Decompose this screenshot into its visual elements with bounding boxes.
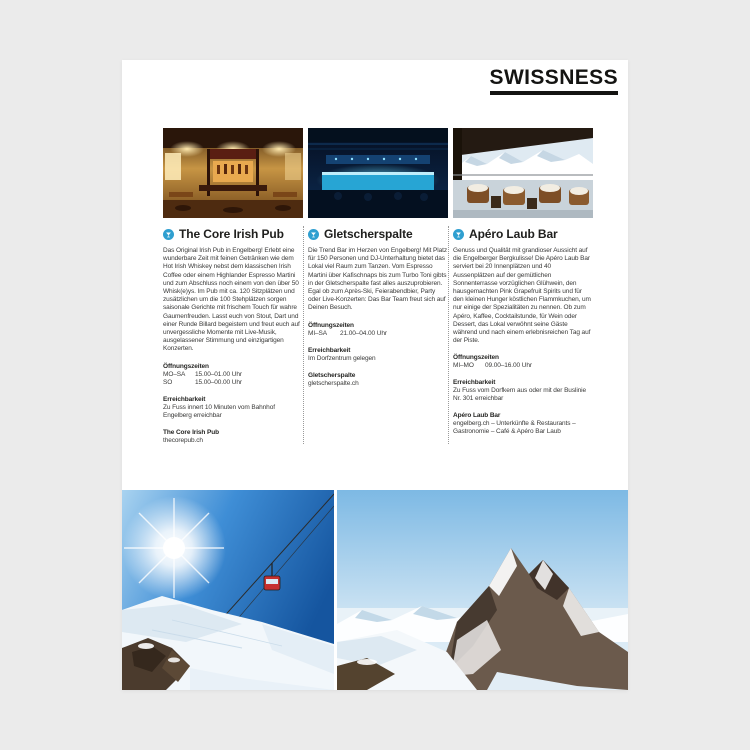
venue-columns (163, 128, 593, 445)
venue-title: Apéro Laub Bar (469, 227, 558, 241)
access-text: Im Dorfzentrum gelegen (308, 354, 376, 362)
access-label: Erreichbarkeit (308, 346, 351, 354)
venue-title-row (453, 227, 593, 241)
venue-column-apero-laub-bar (453, 128, 593, 445)
opening-hours-block (163, 363, 303, 387)
access-text: Zu Fuss vom Dorfkern aus oder mit der Buslinie Nr. 301 erreichbar (453, 387, 587, 403)
access-block (453, 379, 593, 403)
venue-marker-icon (163, 229, 174, 240)
mountain-ridge-photo (337, 490, 628, 690)
hours-days: MO–SA (163, 370, 186, 378)
contact-name: The Core Irish Pub (163, 428, 219, 436)
brochure-page (122, 60, 628, 690)
access-label: Erreichbarkeit (163, 395, 206, 403)
venue-title-row (163, 227, 303, 241)
hours-time: 15.00–01.00 Uhr (195, 370, 242, 378)
hours-days: MI–MO (453, 362, 474, 370)
hours-time: 09.00–16.00 Uhr (485, 362, 532, 370)
gletscherspalte-photo (308, 128, 448, 218)
venue-title: Gletscherspalte (324, 227, 413, 241)
opening-hours-block (453, 354, 593, 370)
venue-title: The Core Irish Pub (179, 227, 284, 241)
access-block (308, 347, 448, 363)
hours-time: 21.00–04.00 Uhr (340, 329, 387, 337)
hours-days: SO (163, 378, 173, 386)
hours-label: Öffnungszeiten (453, 354, 499, 362)
hours-days: MI–SA (308, 329, 328, 337)
contact-link: gletscherspalte.ch (308, 379, 359, 387)
opening-hours-block (308, 322, 448, 338)
apero-laub-bar-photo (453, 128, 593, 218)
footer-photos (122, 490, 628, 690)
venue-title-row (308, 227, 448, 241)
contact-link: thecorepub.ch (163, 436, 203, 444)
venue-description: Das Original Irish Pub in Engelberg! Erlebt eine wunderbare Zeit mit feinen Getränken wie dem Hot Irish Whiskey nebst dem klassischen Irish Coffee oder einem Highlander Espresso Martini und zum Abschluss noch einem von den über 50 Whisk(e)ys. Im Pub mit ca. 120 Sitzplätzen und zusätzlichen um die 100 Stehplätzen sorgen saisonale Gerichte mit frischem Touch für wahre Gaumenfreuden. Lasst euch von Stout, Dart und einer Runde Billard begeistern und freut euch auf unvergessliche Momente mit Live-Musik, ausgelassener Stimmung und einzigartigen Konzerten. (163, 247, 300, 353)
venue-column-irish-pub (163, 128, 303, 445)
venue-marker-icon (453, 229, 464, 240)
swissness-logo: SWISSNESS (490, 67, 618, 95)
contact-name: Gletscherspalte (308, 371, 356, 379)
contact-block (453, 412, 593, 436)
hours-row (163, 379, 303, 387)
contact-name: Apéro Laub Bar (453, 412, 501, 420)
contact-block (308, 372, 448, 388)
hours-label: Öffnungszeiten (163, 362, 209, 370)
column-divider (303, 226, 304, 444)
hours-row (308, 330, 448, 338)
hours-row (163, 371, 303, 379)
venue-description: Die Trend Bar im Herzen von Engelberg! Mit Platz für 150 Personen und DJ-Unterhaltung bietet das Lokal viel Raum zum Tanzen. Vom Espresso Martini über Kafischnaps bis zum Turbo Toni gibts in der Gletscherspalte fast alles auszuprobieren. Egal ob zum Après-Ski, Feierabendbier, Party oder Live-Konzerten: Das Bar Team freut sich auf Deinen Besuch. (308, 247, 447, 312)
hours-label: Öffnungszeiten (308, 321, 354, 329)
access-label: Erreichbarkeit (453, 379, 496, 387)
irish-pub-photo (163, 128, 303, 218)
contact-block (163, 429, 303, 445)
ski-slope-gondola-photo (122, 490, 334, 690)
hours-row (453, 362, 593, 370)
venue-column-gletscherspalte (308, 128, 448, 445)
venue-description: Genuss und Qualität mit grandioser Aussicht auf die Engelberger Bergkulisse! Die Apéro Laub Bar serviert bei 20 Innenplätzen und 40 Aussenplätzen auf der gemütlichen Sonnenterrasse vorzüglichen Glühwein, den hausgemachten Pink Grapefruit Spirits und für den kleinen Hunger köstlichen Flammkuchen, um nur einige der Spezialitäten zu nennen. Ob zum Apéro, Kaffee, Cocktailstunde, für Wein oder Dessert, das Lokal verwöhnt seine Gäste während und nach einem erlebnisreichen Tag auf der Piste. (453, 247, 591, 345)
hours-time: 15.00–00.00 Uhr (195, 378, 242, 386)
access-text: Zu Fuss innert 10 Minuten vom Bahnhof Engelberg erreichbar (163, 403, 275, 419)
venue-marker-icon (308, 229, 319, 240)
column-divider (448, 226, 449, 444)
contact-link: engelberg.ch – Unterkünfte & Restaurants – Gastronomie – Café & Apéro Bar Laub (453, 420, 576, 436)
access-block (163, 396, 303, 420)
